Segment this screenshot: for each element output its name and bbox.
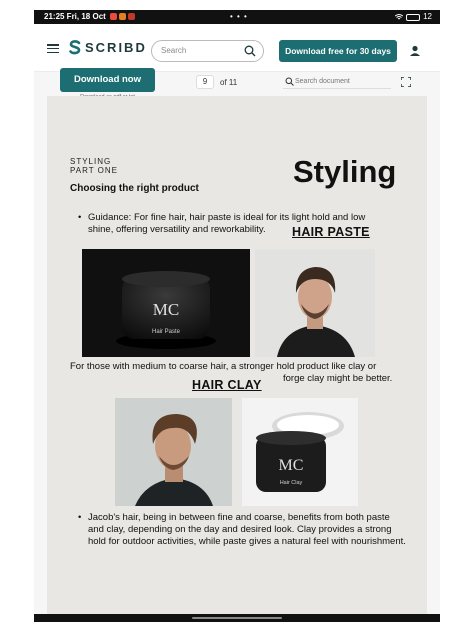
jar-illustration [82,249,250,357]
model-photo-clay [115,398,232,506]
section-kicker [70,157,118,175]
jar-product: Hair Clay [279,480,303,486]
status-bar [34,10,440,24]
jar-product: Hair Paste [151,329,181,335]
page-title: Styling [293,154,397,189]
paragraph-line-1: For those with medium to coarse hair, a stronger hold product like clay or [70,361,377,372]
page-number-input[interactable]: 9 [196,75,214,89]
site-header [34,24,440,72]
model-photo-paste [255,249,375,357]
page-navigator [196,75,237,89]
tablet-screen [34,10,440,622]
search-icon [285,77,294,86]
hair-clay-jar-image [242,398,358,506]
wifi-icon [395,14,403,21]
account-icon[interactable] [406,42,424,60]
paragraph-line-2: forge clay might be better. [283,373,393,384]
document-page [47,96,427,614]
jar-brand: MC [278,457,304,474]
page-total: of 11 [220,77,238,87]
model-illustration [255,249,375,357]
hair-paste-jar-image [82,249,250,357]
document-search-input[interactable] [283,75,391,89]
menu-icon[interactable] [47,44,59,53]
logo-text: SCRIBD [85,40,147,55]
jar-illustration [242,398,358,506]
bullet-text: Guidance: For fine hair, hair paste is ideal for its light hold and low shine, offering versatility and reworkability. [88,212,366,235]
system-nav-bar [34,614,440,622]
search-icon[interactable] [244,45,256,57]
hair-paste-label: HAIR PASTE [292,225,370,239]
download-now-button[interactable]: Download now [60,68,155,92]
kicker-line-2: PART ONE [70,166,119,175]
page-subheading: Choosing the right product [70,183,199,194]
notification-icons [110,13,135,20]
scribd-logo-icon [68,40,82,55]
battery-level: 12 [423,12,432,21]
status-right [395,10,432,24]
hair-clay-label: HAIR CLAY [192,378,262,392]
document-search-placeholder: Search document [295,78,350,85]
bullet-text: Jacob's hair, being in between fine and coarse, benefits from both paste and clay, depending on the day and desired look. Clay provides a strong hold for outdoor activities, while paste gives a natural feel with nourishment. [88,512,406,547]
kicker-line-1: STYLING [70,157,112,166]
model-illustration [115,398,232,506]
scribd-logo[interactable] [68,40,147,55]
jar-brand: MC [152,300,180,319]
bullet-dot: • [78,212,82,223]
search-placeholder: Search [161,46,187,55]
download-free-button[interactable]: Download free for 30 days [279,40,397,62]
battery-icon [406,14,420,21]
search-input[interactable] [151,40,264,62]
status-time: 21:25 Fri, 18 Oct [44,12,106,21]
bullet-jacob [78,512,408,548]
gesture-handle[interactable] [192,617,282,619]
bullet-dot: • [78,512,82,523]
fullscreen-icon[interactable] [401,77,411,87]
status-dots: • • • [230,12,248,21]
